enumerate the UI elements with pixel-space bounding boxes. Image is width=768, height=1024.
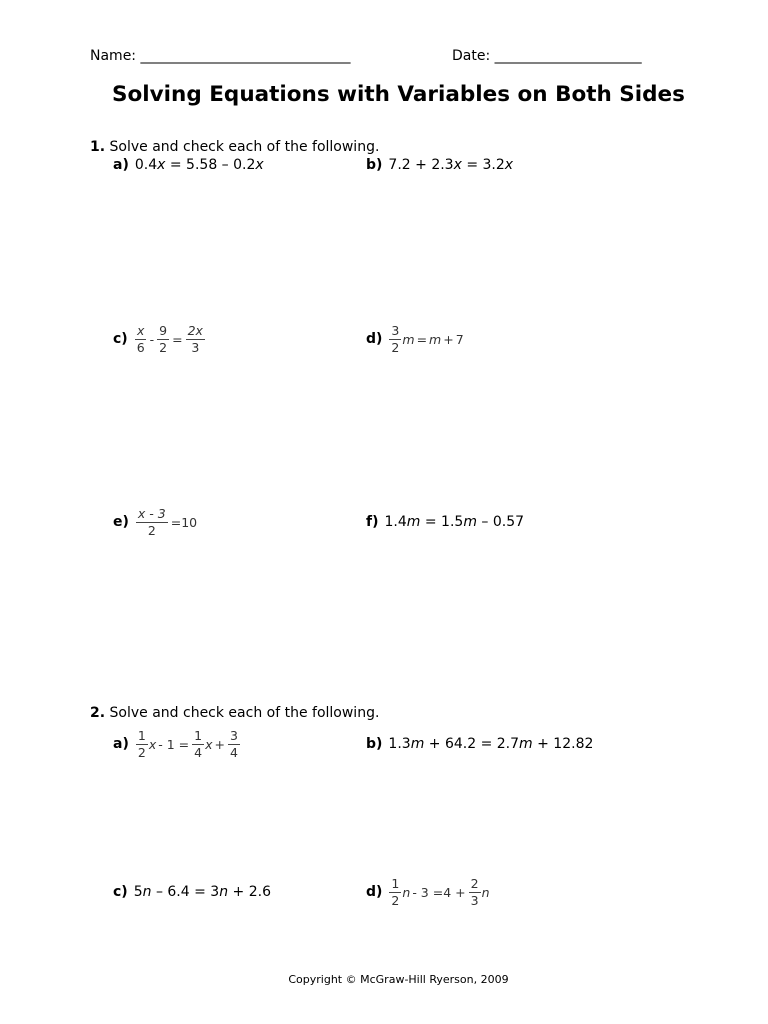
q1-item-f <box>366 502 524 542</box>
question-2-number: 2. <box>90 705 106 721</box>
name-field-label: Name: ______________________________ <box>90 48 351 64</box>
variable: x <box>255 157 264 173</box>
q2-item-b <box>366 724 593 764</box>
variable: n <box>219 884 229 900</box>
item-label: f) <box>366 514 379 530</box>
equation-text: = 1.5 <box>420 514 464 530</box>
variable: m <box>519 736 533 752</box>
equation-text: 0.4 <box>134 157 158 173</box>
variable: x <box>504 157 514 173</box>
question-2-header <box>90 705 379 721</box>
equation-text: =10 <box>170 514 198 530</box>
variable: x <box>205 736 213 752</box>
variable: n <box>402 884 411 900</box>
equation <box>134 324 206 355</box>
operator: + <box>443 331 454 347</box>
equation-text: = 5.58 – 0.2 <box>165 157 256 173</box>
date-field-label: Date: _____________________ <box>452 48 642 64</box>
equation-text: 1.4 <box>384 514 407 530</box>
q2-item-d <box>366 872 490 912</box>
item-label: c) <box>113 884 128 900</box>
variable: m <box>463 514 477 530</box>
variable: m <box>429 331 442 347</box>
equation <box>388 877 489 908</box>
equation-text: + 12.82 <box>532 736 594 752</box>
equation-text: – 6.4 = 3 <box>151 884 220 900</box>
fraction: $\frac{2x}{3}$ <box>187 322 203 355</box>
q1-item-c <box>113 319 206 359</box>
equation <box>388 324 463 355</box>
variable: x <box>148 736 157 752</box>
copyright-footer: Copyright © McGraw-Hill Ryerson, 2009 <box>288 973 509 986</box>
fraction: $\frac{9}{2}$ <box>159 322 168 355</box>
item-label: b) <box>366 736 383 752</box>
equation-text: – 0.57 <box>476 514 525 530</box>
operator: + <box>214 736 225 752</box>
item-label: a) <box>113 736 129 752</box>
fraction: $\frac{3}{2}$ <box>391 322 400 355</box>
equation <box>135 507 197 538</box>
equation-text: 7.2 + 2.3 <box>388 157 454 173</box>
item-label: d) <box>366 884 383 900</box>
question-1-instruction: Solve and check each of the following. <box>109 139 380 155</box>
item-label: e) <box>113 514 129 530</box>
q1-item-b <box>366 145 513 185</box>
fraction: $\frac{2}{3}$ <box>470 875 479 908</box>
fraction: $\frac{x}{6}$ <box>136 322 145 355</box>
q1-item-e <box>113 502 197 542</box>
operator: = <box>416 331 428 347</box>
equation-text: + 64.2 = 2.7 <box>424 736 520 752</box>
item-label: a) <box>113 157 129 173</box>
equation-text: = 3.2 <box>461 157 505 173</box>
equation-text: + 2.6 <box>228 884 271 900</box>
q2-item-a <box>113 724 241 764</box>
constant: 7 <box>455 331 464 347</box>
fraction: $\frac{1}{2}$ <box>391 875 400 908</box>
operator: - <box>149 331 155 347</box>
variable: m <box>410 736 425 752</box>
q2-item-c <box>113 872 271 912</box>
item-label: d) <box>366 331 383 347</box>
variable: n <box>481 884 490 900</box>
q1-item-d <box>366 319 464 359</box>
fraction: $\frac{x - 3}{2}$ <box>137 505 166 538</box>
item-label: b) <box>366 157 383 173</box>
variable: x <box>453 157 462 173</box>
question-2-instruction: Solve and check each of the following. <box>109 705 380 721</box>
variable: n <box>142 884 152 900</box>
equation-text: 5 <box>133 884 143 900</box>
fraction: $\frac{1}{4}$ <box>194 727 203 760</box>
variable: m <box>406 514 421 530</box>
equation-text: - 3 =4 + <box>412 884 466 900</box>
equation-text: - 1 = <box>158 736 190 752</box>
equation-text: 1.3 <box>388 736 411 752</box>
variable: m <box>402 331 415 347</box>
operator: = <box>172 331 183 347</box>
q1-item-a <box>113 145 264 185</box>
equation <box>135 729 241 760</box>
item-label: c) <box>113 331 128 347</box>
question-1-number: 1. <box>90 139 106 155</box>
fraction: $\frac{1}{2}$ <box>137 727 146 760</box>
fraction: $\frac{3}{4}$ <box>229 727 238 760</box>
page-title: Solving Equations with Variables on Both Sides <box>112 82 685 107</box>
variable: x <box>157 157 166 173</box>
